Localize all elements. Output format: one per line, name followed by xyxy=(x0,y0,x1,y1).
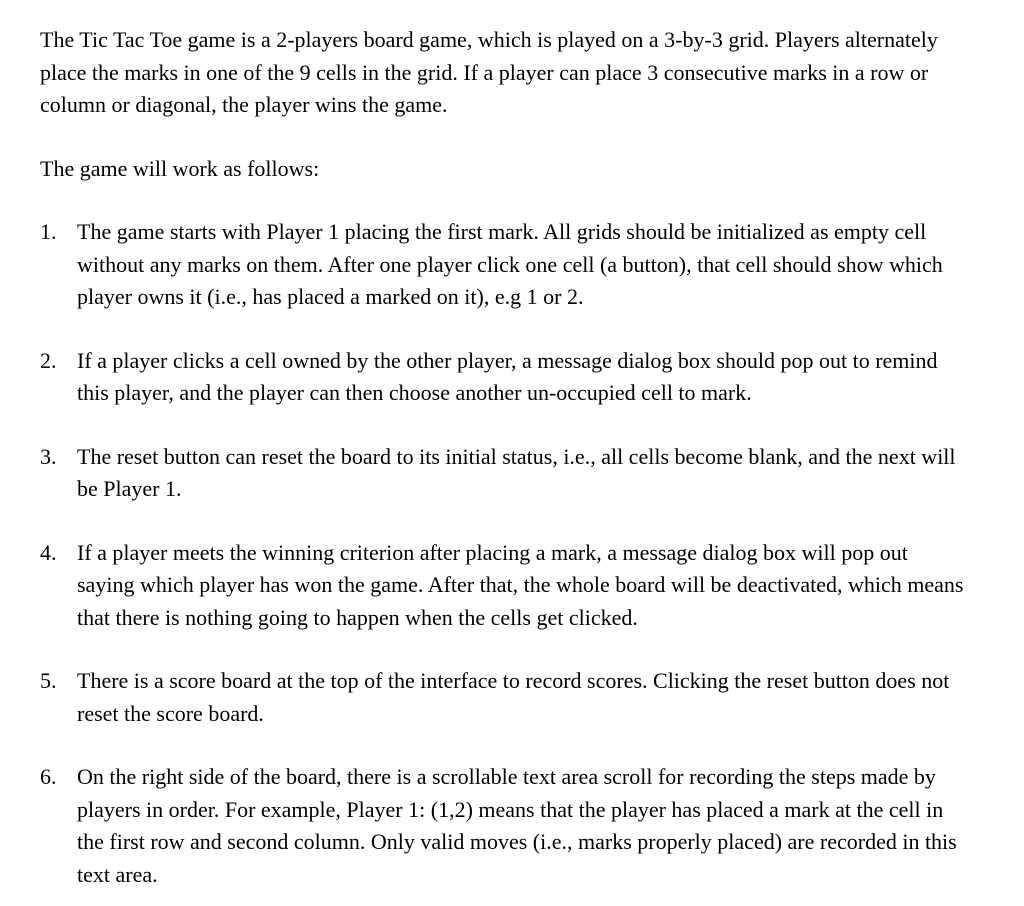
lead-paragraph: The game will work as follows: xyxy=(40,155,320,181)
list-item-text: There is a score board at the top of the interface to record scores. Clicking the reset button does not reset the score board. xyxy=(77,668,950,726)
list-item-text: If a player meets the winning criterion after placing a mark, a message dialog box will pop out saying which player has won the game. After that, the whole board will be deactivated, which means that there is nothing going to happen when the cells get clicked. xyxy=(77,539,964,630)
document-page xyxy=(40,24,970,891)
list-item xyxy=(40,537,970,635)
list-item xyxy=(40,761,970,891)
list-item xyxy=(40,665,970,730)
requirements-list xyxy=(40,216,970,891)
list-item-number: 2. xyxy=(40,347,57,373)
list-item-number: 3. xyxy=(40,443,57,469)
list-item-text: The game starts with Player 1 placing the first mark. All grids should be initialized as empty cell without any marks on them. After one player click one cell (a button), that cell should show which player owns it (i.e., has placed a marked on it), e.g 1 or 2. xyxy=(77,219,943,309)
list-item-number: 4. xyxy=(40,539,57,565)
list-item-number: 1. xyxy=(40,219,57,244)
list-item-text: On the right side of the board, there is a scrollable text area scroll for recording the steps made by players in order. For example, Player 1: (1,2) means that the player has placed a mark at the cell in the first row and second column. Only valid moves (i.e., marks properly placed) are recorded in this text area. xyxy=(77,764,957,887)
list-item-number: 6. xyxy=(40,764,57,789)
intro-paragraph: The Tic Tac Toe game is a 2-players board game, which is played on a 3-by-3 grid. Players alternately place the marks in one of the 9 cells in the grid. If a player can place 3 consecutive marks in a row or column or diagonal, the player wins the game. xyxy=(40,27,938,117)
list-item-number: 5. xyxy=(40,668,57,693)
list-item-text: If a player clicks a cell owned by the other player, a message dialog box should pop out to remind this player, and the player can then choose another un-occupied cell to mark. xyxy=(77,347,938,405)
list-item xyxy=(40,441,970,506)
list-item xyxy=(40,216,970,314)
list-item xyxy=(40,345,970,410)
list-item-text: The reset button can reset the board to its initial status, i.e., all cells become blank, and the next will be Player 1. xyxy=(77,443,956,501)
